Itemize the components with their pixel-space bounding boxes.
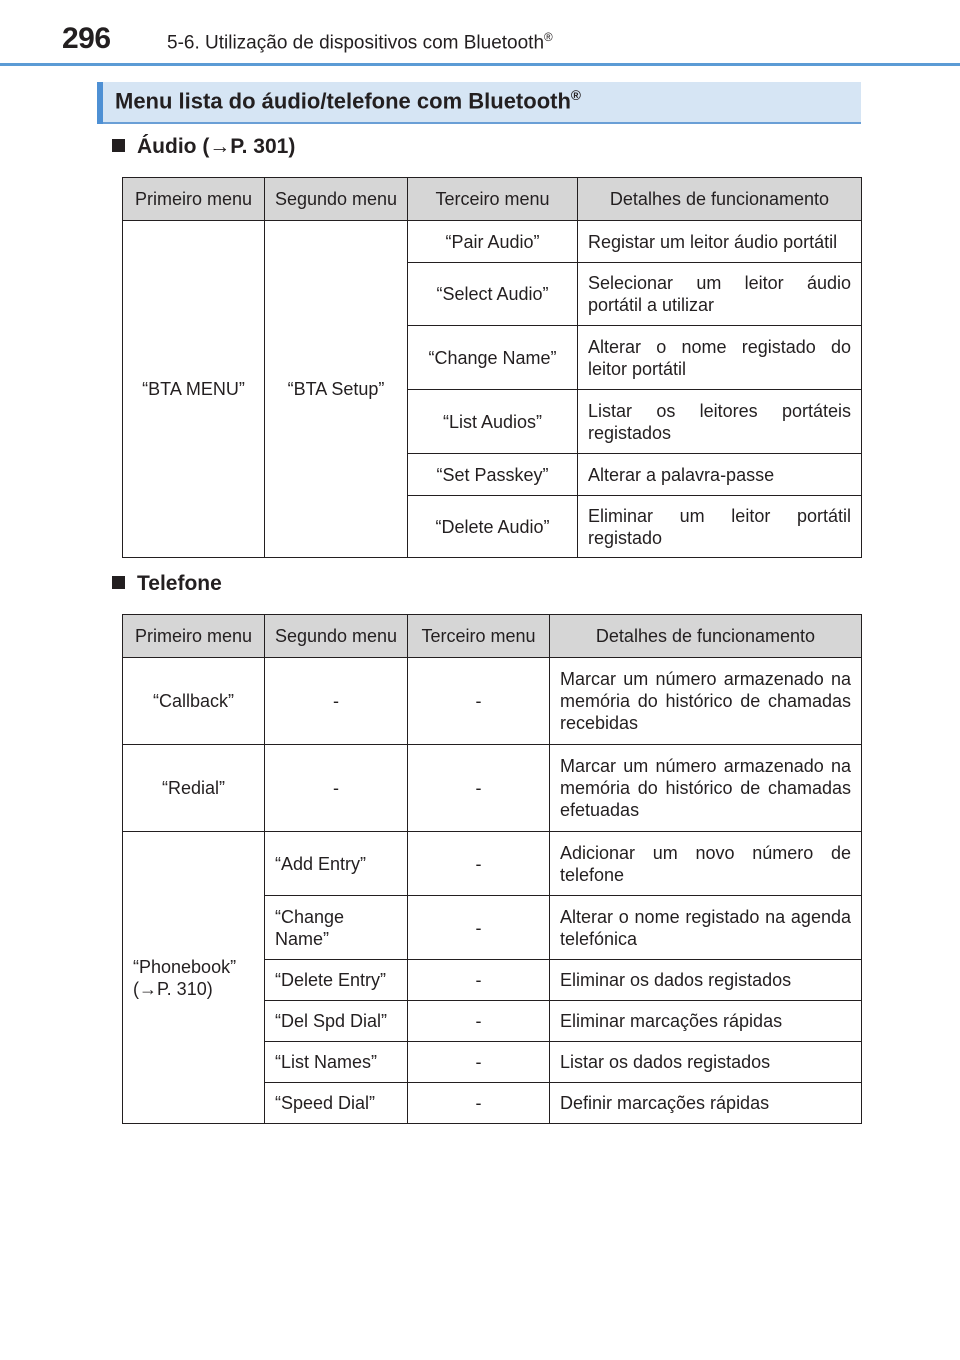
third-menu-cell: - bbox=[408, 896, 550, 960]
second-menu-cell: - bbox=[265, 658, 408, 745]
first-menu-cell: “Redial” bbox=[123, 745, 265, 832]
third-menu-cell: - bbox=[408, 1083, 550, 1124]
third-menu-cell: “Pair Audio” bbox=[408, 221, 578, 263]
third-menu-cell: - bbox=[408, 1042, 550, 1083]
third-menu-cell: “Change Name” bbox=[408, 326, 578, 390]
detail-cell: Alterar o nome registado na agenda telefónica bbox=[550, 896, 862, 960]
table-header-row bbox=[123, 615, 862, 658]
second-menu-cell: - bbox=[265, 745, 408, 832]
detail-cell: Marcar um número armazenado na memória do histórico de chamadas efetuadas bbox=[550, 745, 862, 832]
section-title bbox=[115, 88, 581, 114]
first-menu-cell: “Callback” bbox=[123, 658, 265, 745]
third-menu-cell: “Select Audio” bbox=[408, 263, 578, 326]
column-header: Segundo menu bbox=[265, 178, 408, 221]
detail-cell: Listar os leitores portáteis registados bbox=[578, 390, 862, 454]
detail-cell: Eliminar um leitor portátil registado bbox=[578, 496, 862, 558]
second-menu-cell: “Change Name” bbox=[265, 896, 408, 960]
table-row bbox=[123, 745, 862, 832]
second-menu-cell: “Del Spd Dial” bbox=[265, 1001, 408, 1042]
second-menu-cell: “Delete Entry” bbox=[265, 960, 408, 1001]
header-rule bbox=[0, 63, 960, 66]
detail-cell: Registar um leitor áudio portátil bbox=[578, 221, 862, 263]
detail-cell: Alterar o nome registado do leitor portátil bbox=[578, 326, 862, 390]
third-menu-cell: - bbox=[408, 745, 550, 832]
detail-cell: Eliminar marcações rápidas bbox=[550, 1001, 862, 1042]
square-bullet-icon bbox=[112, 576, 125, 589]
detail-cell: Adicionar um novo número de telefone bbox=[550, 832, 862, 896]
section-registered-mark: ® bbox=[570, 88, 581, 103]
third-menu-cell: - bbox=[408, 832, 550, 896]
second-menu-cell: “BTA Setup” bbox=[265, 221, 408, 558]
page-header bbox=[0, 0, 960, 68]
detail-cell: Marcar um número armazenado na memória do histórico de chamadas recebidas bbox=[550, 658, 862, 745]
detail-cell: Selecionar um leitor áudio portátil a utilizar bbox=[578, 263, 862, 326]
phone-heading-text: Telefone bbox=[137, 572, 222, 595]
phone-heading bbox=[112, 572, 222, 596]
detail-cell: Alterar a palavra-passe bbox=[578, 454, 862, 496]
column-header: Detalhes de funcionamento bbox=[550, 615, 862, 658]
second-menu-cell: “Add Entry” bbox=[265, 832, 408, 896]
first-menu-cell: “Phonebook” (→P. 310) bbox=[123, 832, 265, 1124]
third-menu-cell: “Delete Audio” bbox=[408, 496, 578, 558]
section-bar-accent bbox=[97, 82, 103, 124]
audio-menu-table bbox=[122, 177, 862, 558]
page-number: 296 bbox=[62, 22, 111, 55]
first-menu-cell: “BTA MENU” bbox=[123, 221, 265, 558]
column-header: Segundo menu bbox=[265, 615, 408, 658]
table-header-row bbox=[123, 178, 862, 221]
table-row bbox=[123, 832, 862, 896]
detail-cell: Listar os dados registados bbox=[550, 1042, 862, 1083]
column-header: Primeiro menu bbox=[123, 178, 265, 221]
audio-heading bbox=[112, 135, 295, 159]
section-title-bar bbox=[97, 82, 861, 124]
audio-heading-text: Áudio (→P. 301) bbox=[137, 135, 296, 158]
third-menu-cell: - bbox=[408, 1001, 550, 1042]
column-header: Detalhes de funcionamento bbox=[578, 178, 862, 221]
detail-cell: Eliminar os dados registados bbox=[550, 960, 862, 1001]
table-row bbox=[123, 221, 862, 263]
third-menu-cell: “Set Passkey” bbox=[408, 454, 578, 496]
column-header: Primeiro menu bbox=[123, 615, 265, 658]
running-title bbox=[167, 31, 553, 54]
detail-cell: Definir marcações rápidas bbox=[550, 1083, 862, 1124]
column-header: Terceiro menu bbox=[408, 615, 550, 658]
square-bullet-icon bbox=[112, 139, 125, 152]
second-menu-cell: “Speed Dial” bbox=[265, 1083, 408, 1124]
table-row bbox=[123, 658, 862, 745]
phone-menu-table bbox=[122, 614, 862, 1124]
third-menu-cell: “List Audios” bbox=[408, 390, 578, 454]
third-menu-cell: - bbox=[408, 658, 550, 745]
second-menu-cell: “List Names” bbox=[265, 1042, 408, 1083]
third-menu-cell: - bbox=[408, 960, 550, 1001]
section-title-text: Menu lista do áudio/telefone com Bluetooth bbox=[115, 88, 571, 114]
registered-mark: ® bbox=[544, 31, 553, 44]
running-title-text: 5-6. Utilização de dispositivos com Bluetooth bbox=[167, 32, 545, 54]
column-header: Terceiro menu bbox=[408, 178, 578, 221]
